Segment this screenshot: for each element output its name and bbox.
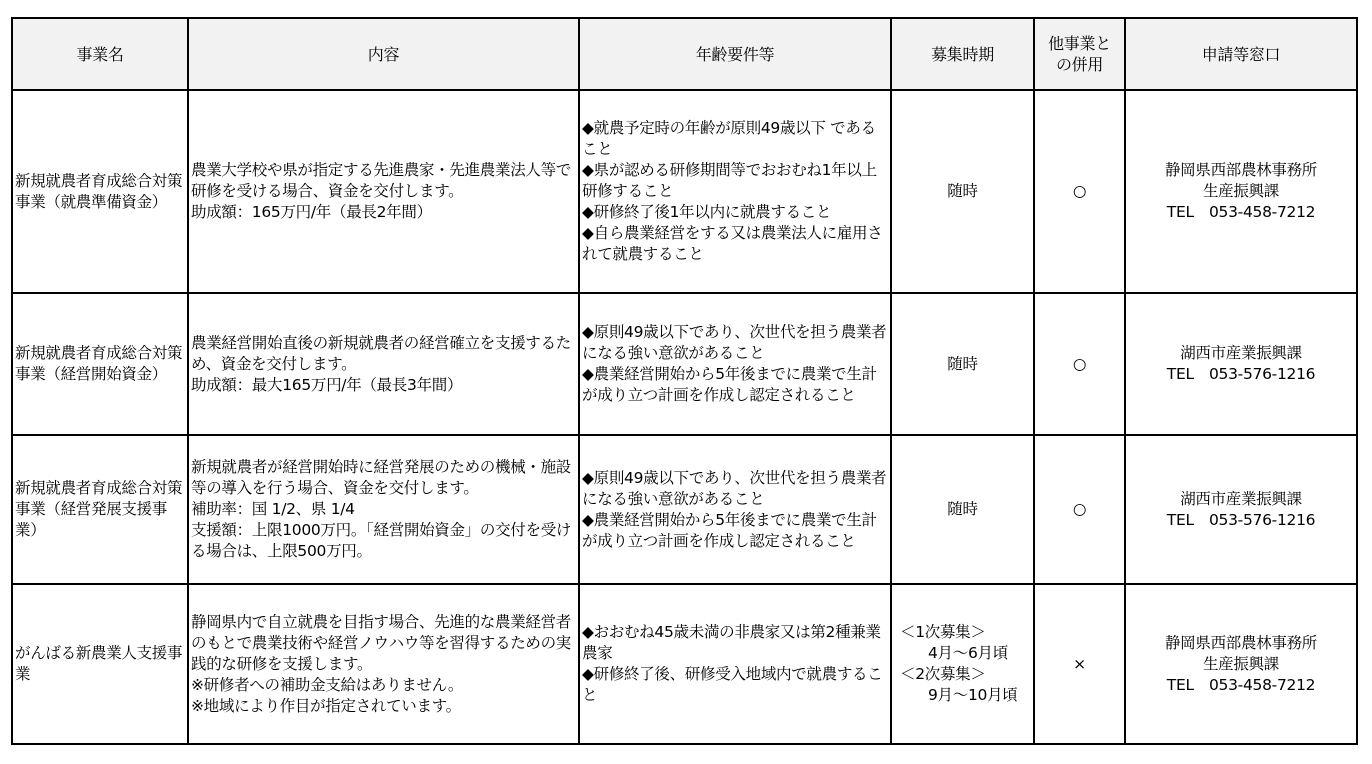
office-phone: TEL 053-458-7212 [1166, 675, 1316, 694]
combination-allowed-icon: ○ [1034, 293, 1125, 435]
age-requirements-cell [579, 584, 891, 744]
requirement-item: ◆原則49歳以下であり、次世代を担う農業者になる強い意欲があること [582, 468, 887, 508]
period-round-dates: 9月～10月頃 [928, 686, 1018, 704]
requirement-item: ◆農業経営開始から5年後までに農業で生計が成り立つ計画を作成し認定されること [582, 510, 877, 550]
requirement-item: ◆自ら農業経営をする又は農業法人に雇用されて就農すること [582, 224, 883, 263]
requirement-item: ◆研修終了後、研修受入地域内で就農すること [582, 665, 883, 704]
content-line: 新規就農者が経営開始時に経営発展のための機械・施設等の導入を行う場合、資金を交付します。 [191, 458, 572, 497]
requirement-item: ◆就農予定時の年齢が原則49歳以下 であること [582, 119, 876, 158]
content-line: 支援額：上限1000万円。「経営開始資金」の交付を受ける場合は、上限500万円。 [191, 521, 572, 560]
age-requirements-cell [579, 293, 891, 435]
content-note: ※地域により作目が指定されています。 [191, 696, 461, 715]
application-office-cell [1125, 584, 1357, 744]
office-name: 静岡県西部農林事務所 [1164, 161, 1317, 179]
office-division: 生産振興課 [1202, 182, 1279, 200]
period-round-label: ＜2次募集＞ [900, 665, 986, 683]
recruitment-period-cell [891, 435, 1034, 584]
content-line: 農業経営開始直後の新規就農者の経営確立を支援するため、資金を交付します。 [191, 333, 572, 373]
period-round-label: ＜1次募集＞ [900, 623, 986, 641]
content-line: 補助率：国 1/2、県 1/4 [191, 500, 355, 518]
recruitment-period-cell [891, 293, 1034, 435]
office-name: 湖西市産業振興課 [1180, 489, 1302, 508]
office-phone: TEL 053-576-1216 [1166, 510, 1316, 529]
application-office-cell [1125, 293, 1357, 435]
table-row [12, 293, 1357, 435]
recruitment-period-cell [891, 90, 1034, 293]
header-recruitment-period: 募集時期 [891, 18, 1034, 90]
requirement-item: ◆研修終了後1年以内に就農すること [582, 203, 832, 221]
program-name-cell: がんばる新農業人支援事業 [12, 584, 188, 744]
combination-not-allowed-icon: × [1034, 584, 1125, 744]
content-line: 静岡県内で自立就農を目指す場合、先進的な農業経営者のもとで農業技術や経営ノウハウ等を習得するための実践的な研修を支援します。 [191, 612, 572, 673]
period-text: 随時 [947, 500, 978, 518]
office-name: 静岡県西部農林事務所 [1164, 633, 1317, 652]
program-name-cell: 新規就農者育成総合対策事業（経営発展支援事業） [12, 435, 188, 584]
requirement-item: ◆原則49歳以下であり、次世代を担う農業者になる強い意欲があること [582, 323, 887, 362]
office-name: 湖西市産業振興課 [1180, 344, 1302, 362]
recruitment-period-cell [891, 584, 1034, 744]
period-round-dates: 4月～6月頃 [928, 644, 1008, 662]
requirement-item: ◆農業経営開始から5年後までに農業で生計が成り立つ計画を作成し認定されること [582, 365, 877, 404]
requirement-item: ◆おおむね45歳未満の非農家又は第2種兼業農家 [582, 623, 881, 662]
content-line: 助成額：最大165万円/年（最長3年間） [191, 375, 463, 394]
table-row [12, 435, 1357, 584]
header-combination-line2: の併用 [1055, 55, 1104, 74]
header-program-name: 事業名 [12, 18, 188, 90]
header-combination-line1: 他事業と [1048, 34, 1111, 53]
office-division: 生産振興課 [1202, 654, 1279, 673]
age-requirements-cell [579, 435, 891, 584]
header-application-office: 申請等窓口 [1125, 18, 1357, 90]
support-programs-table [11, 17, 1358, 745]
program-name-cell: 新規就農者育成総合対策事業（経営開始資金） [12, 293, 188, 435]
table-row [12, 90, 1357, 293]
table-row [12, 584, 1357, 744]
requirement-item: ◆県が認める研修期間等でおおむね1年以上研修すること [582, 161, 877, 200]
content-cell [188, 90, 579, 293]
header-age-requirements: 年齢要件等 [579, 18, 891, 90]
office-phone: TEL 053-576-1216 [1166, 365, 1316, 383]
header-row [12, 18, 1357, 90]
application-office-cell [1125, 435, 1357, 584]
period-text: 随時 [947, 354, 978, 373]
header-content: 内容 [188, 18, 579, 90]
period-text: 随時 [947, 182, 978, 200]
header-combination [1034, 18, 1125, 90]
age-requirements-cell [579, 90, 891, 293]
program-name-cell: 新規就農者育成総合対策事業（就農準備資金） [12, 90, 188, 293]
content-cell [188, 584, 579, 744]
content-line: 助成額：165万円/年（最長2年間） [191, 203, 432, 221]
combination-allowed-icon: ○ [1034, 90, 1125, 293]
combination-allowed-icon: ○ [1034, 435, 1125, 584]
content-line: 農業大学校や県が指定する先進農家・先進農業法人等で研修を受ける場合、資金を交付します。 [191, 161, 572, 200]
content-note: ※研修者への補助金支給はありません。 [191, 675, 464, 694]
office-phone: TEL 053-458-7212 [1166, 203, 1316, 221]
content-cell [188, 435, 579, 584]
application-office-cell [1125, 90, 1357, 293]
content-cell [188, 293, 579, 435]
